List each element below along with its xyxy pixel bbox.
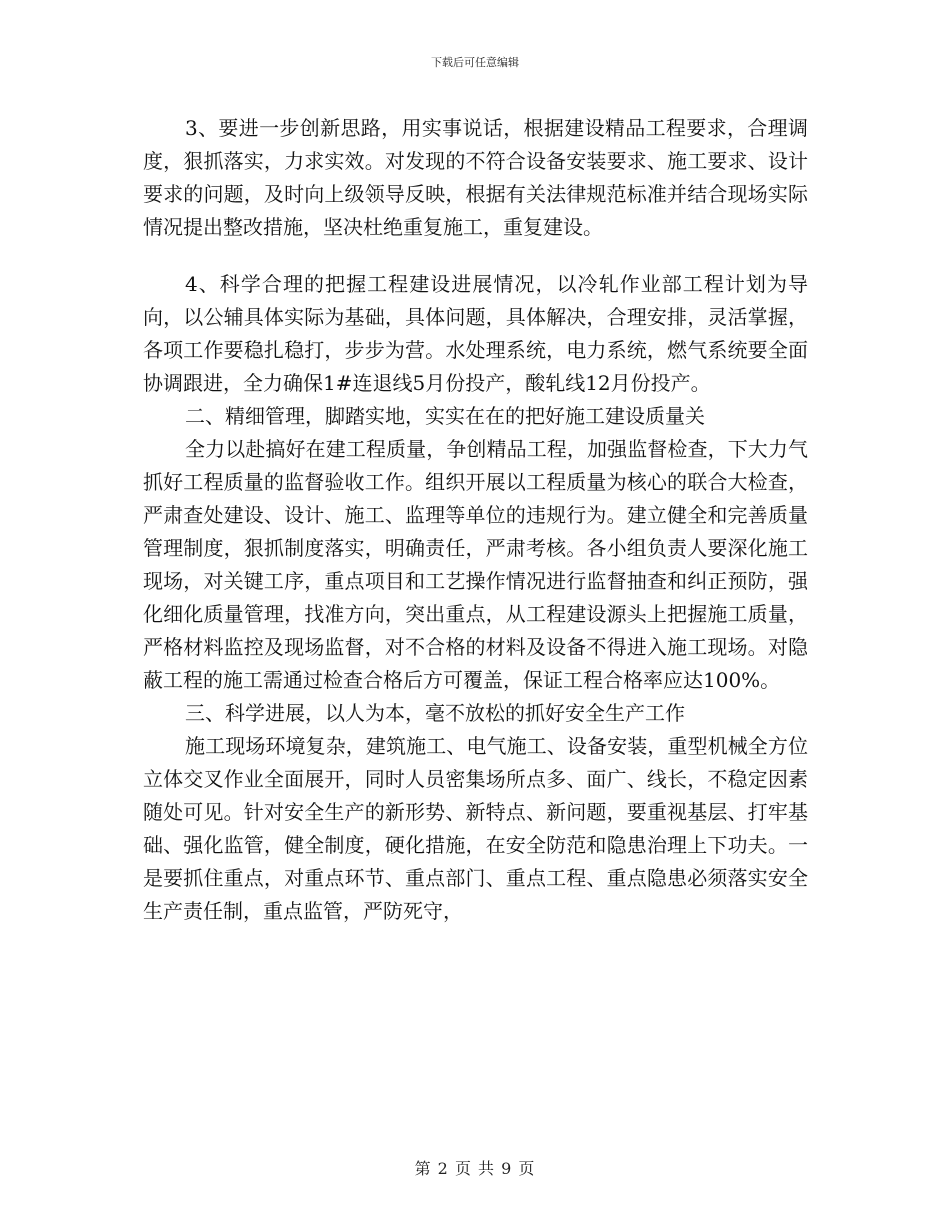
- paragraph-quality: 全力以赴搞好在建工程质量，争创精品工程，加强监督检查，下大力气抓好工程质量的监督验收工作。组织开展以工程质量为核心的联合大检查，严肃查处建设、设计、施工、监理等单位的违规行为。建立健全和完善质量管理制度，狠抓制度落实，明确责任，严肃考核。各小组负责人要深化施工现场，对关键工序，重点项目和工艺操作情况进行监督抽查和纠正预防，强化细化质量管理，找准方向，突出重点，从工程建设源头上把握施工质量，严格材料监控及现场监督，对不合格的材料及设备不得进入施工现场。对隐蔽工程的施工需通过检查合格后方可覆盖，保证工程合格率应达100%。: [143, 437, 808, 692]
- page-header: 下载后可任意编辑: [431, 56, 519, 69]
- page-footer: 第 2 页 共 9 页: [414, 1159, 536, 1178]
- document-body: [143, 112, 808, 928]
- section-heading-quality: 二、精细管理，脚踏实地，实实在在的把好施工建设质量关: [185, 404, 705, 428]
- paragraph-safety: 施工现场环境复杂，建筑施工、电气施工、设备安装，重型机械全方位立体交叉作业全面展开，同时人员密集场所点多、面广、线长，不稳定因素随处可见。针对安全生产的新形势、新特点、新问题，要重视基层、打牢基础、强化监管，健全制度，硬化措施，在安全防范和隐患治理上下功夫。一是要抓住重点，对重点环节、重点部门、重点工程、重点隐患必须落实安全生产责任制，重点监管，严防死守，: [143, 734, 808, 923]
- paragraph-item-4: 4、科学合理的把握工程建设进展情况，以冷轧作业部工程计划为导向，以公辅具体实际为基础，具体问题，具体解决，合理安排，灵活掌握，各项工作要稳扎稳打，步步为营。水处理系统，电力系统，燃气系统要全面协调跟进，全力确保1#连退线5月份投产，酸轧线12月份投产。: [143, 272, 808, 395]
- section-heading-safety: 三、科学进展，以人为本，毫不放松的抓好安全生产工作: [185, 701, 685, 725]
- paragraph-item-3: 3、要进一步创新思路，用实事说话，根据建设精品工程要求，合理调度，狠抓落实，力求实效。对发现的不符合设备安装要求、施工要求、设计要求的问题，及时向上级领导反映，根据有关法律规范标准并结合现场实际情况提出整改措施，坚决杜绝重复施工，重复建设。: [143, 116, 808, 239]
